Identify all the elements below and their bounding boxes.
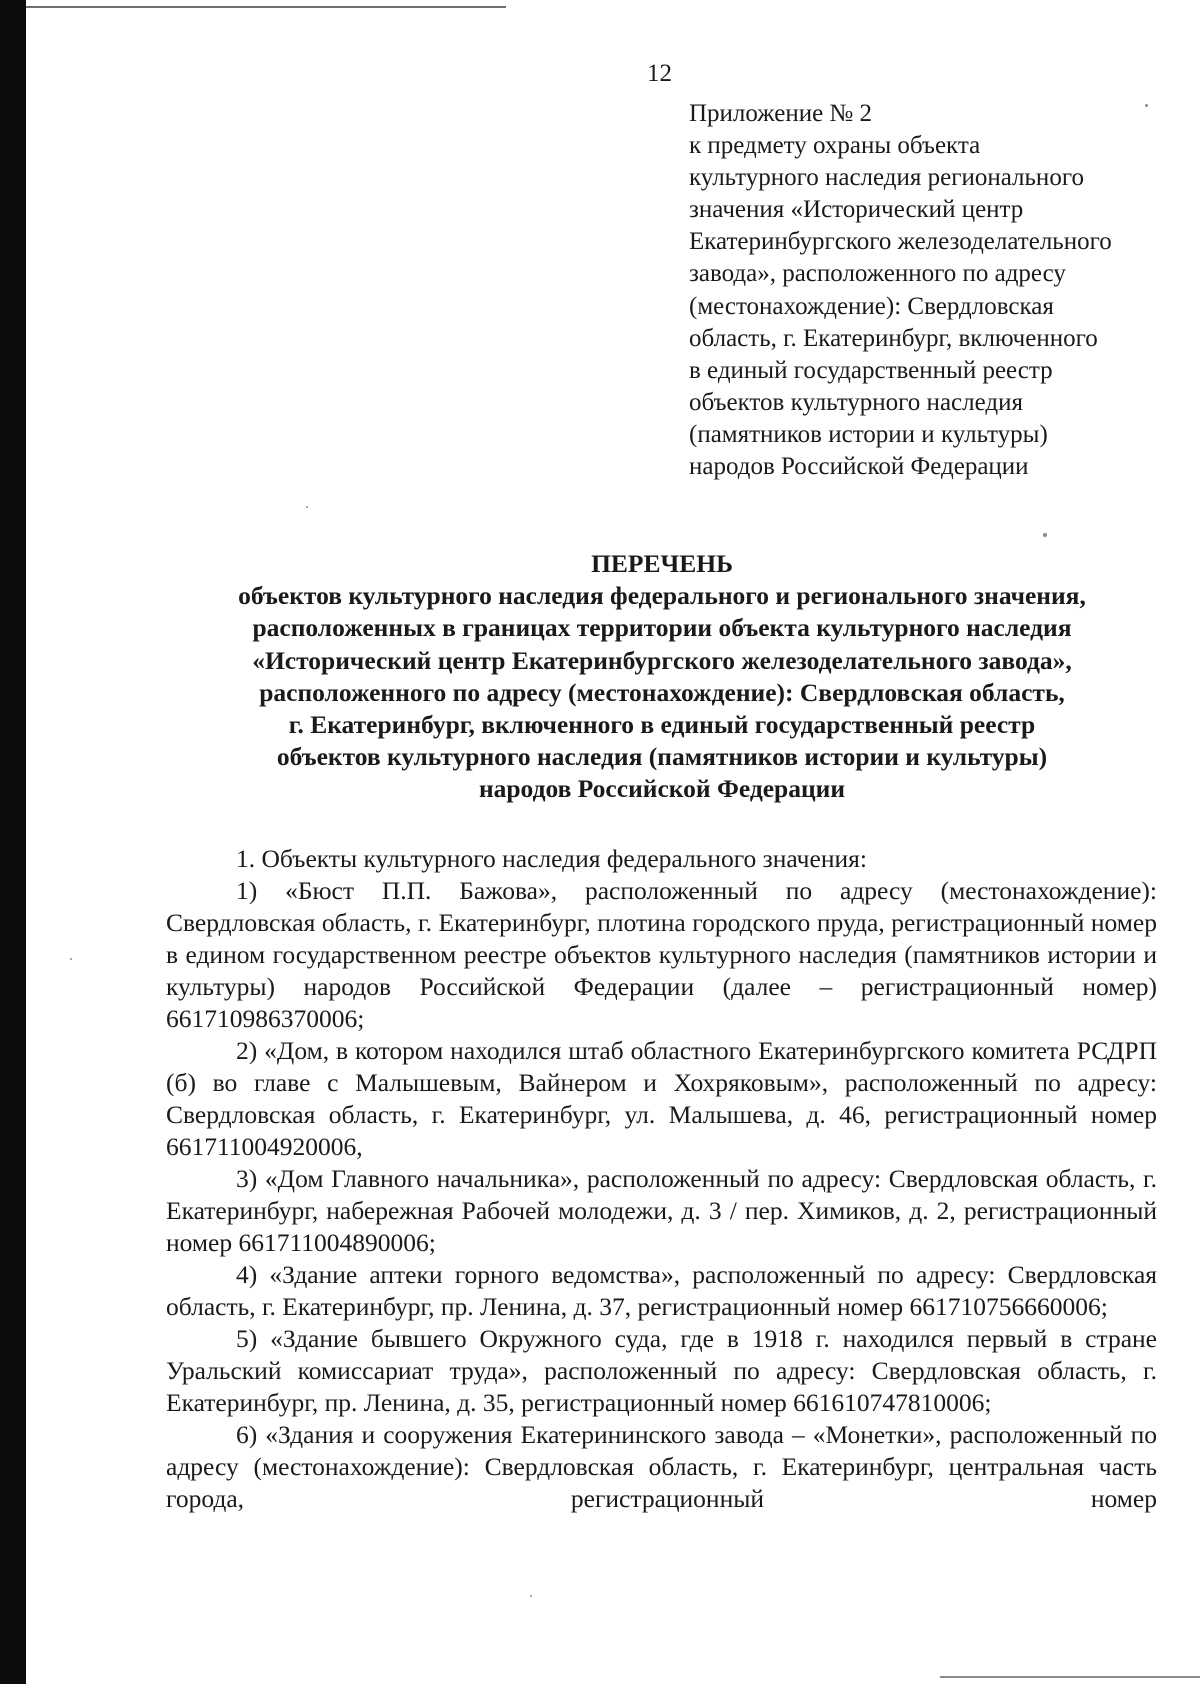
document-title-block	[166, 548, 1158, 806]
appendix-line: к предмету охраны объекта	[689, 132, 981, 160]
subtitle-line: объектов культурного наследия федерального и регионального значения,	[238, 581, 1086, 611]
subtitle-line: расположенного по адресу (местонахождение): Свердловская область,	[259, 677, 1065, 707]
list-item: 1) «Бюст П.П. Бажова», расположенный по адресу (местонахождение): Свердловская область, г. Екатеринбург, плотина городского пруда, регистрационный номер в едином государственном реестре объектов культурного наследия (памятников истории и культуры) народов Российской Федерации (далее – регистрационный номер) 661710986370006;	[166, 876, 1157, 1033]
subtitle-line: «Исторический центр Екатеринбургского железоделательного завода»,	[252, 645, 1072, 675]
list-item: 5) «Здание бывшего Окружного суда, где в 1918 г. находился первый в стране Уральский комиссариат труда», расположенный по адресу: Свердловская область, г. Екатеринбург, пр. Ленина, д. 35, регистрационный номер 661610747810006;	[166, 1324, 1157, 1417]
appendix-line: культурного наследия регионального	[689, 164, 1084, 192]
document-body	[166, 843, 1157, 1515]
appendix-line: объектов культурного наследия	[689, 388, 1023, 416]
scan-left-edge	[0, 0, 26, 1684]
subtitle-line: объектов культурного наследия (памятников истории и культуры)	[276, 742, 1048, 772]
scan-speck	[306, 506, 308, 508]
subtitle-line: г. Екатеринбург, включенного в единый государственный реестр	[288, 710, 1036, 740]
scan-speck	[1043, 533, 1047, 537]
section-heading: 1. Объекты культурного наследия федерального значения:	[236, 844, 867, 873]
list-item: 3) «Дом Главного начальника», расположенный по адресу: Свердловская область, г. Екатеринбург, набережная Рабочей молодежи, д. 3 / пер. Химиков, д. 2, регистрационный номер 661711004890006;	[166, 1164, 1157, 1257]
appendix-line: народов Российской Федерации	[689, 453, 1029, 481]
list-item: 4) «Здание аптеки горного ведомства», расположенный по адресу: Свердловская область, г. Екатеринбург, пр. Ленина, д. 37, регистрационный номер 661710756660006;	[166, 1260, 1157, 1321]
list-item: 2) «Дом, в котором находился штаб областного Екатеринбургского комитета РСДРП (б) во главе с Малышевым, Вайнером и Хохряковым», расположенный по адресу: Свердловская область, г. Екатеринбург, ул. Малышева, д. 46, регистрационный номер 661711004920006,	[166, 1036, 1157, 1161]
appendix-line: Приложение № 2	[689, 100, 873, 127]
scan-bottom-edge	[940, 1676, 1200, 1678]
page-number: 12	[647, 60, 672, 87]
subtitle-line: народов Российской Федерации	[478, 774, 846, 804]
scan-speck	[70, 958, 72, 960]
appendix-line: в единый государственный реестр	[689, 356, 1053, 384]
subtitle-line: расположенных в границах территории объекта культурного наследия	[252, 613, 1072, 643]
appendix-line: (местонахождение): Свердловская	[689, 292, 1054, 320]
appendix-line: значения «Исторический центр	[689, 196, 1024, 224]
appendix-line: (памятников истории и культуры)	[689, 420, 1048, 448]
appendix-line: Екатеринбургского железоделательного	[689, 228, 1112, 256]
appendix-line: завода», расположенного по адресу	[689, 260, 1066, 288]
document-title: ПЕРЕЧЕНЬ	[591, 549, 733, 578]
appendix-block	[689, 98, 1179, 483]
scan-speck	[530, 1595, 532, 1597]
list-item: 6) «Здания и сооружения Екатерининского завода – «Монетки», расположенный по адресу (местонахождение): Свердловская область, г. Екатеринбург, центральная часть города, регистрационный номер	[166, 1420, 1157, 1513]
scan-top-edge	[26, 6, 506, 8]
appendix-line: область, г. Екатеринбург, включенного	[689, 324, 1098, 352]
